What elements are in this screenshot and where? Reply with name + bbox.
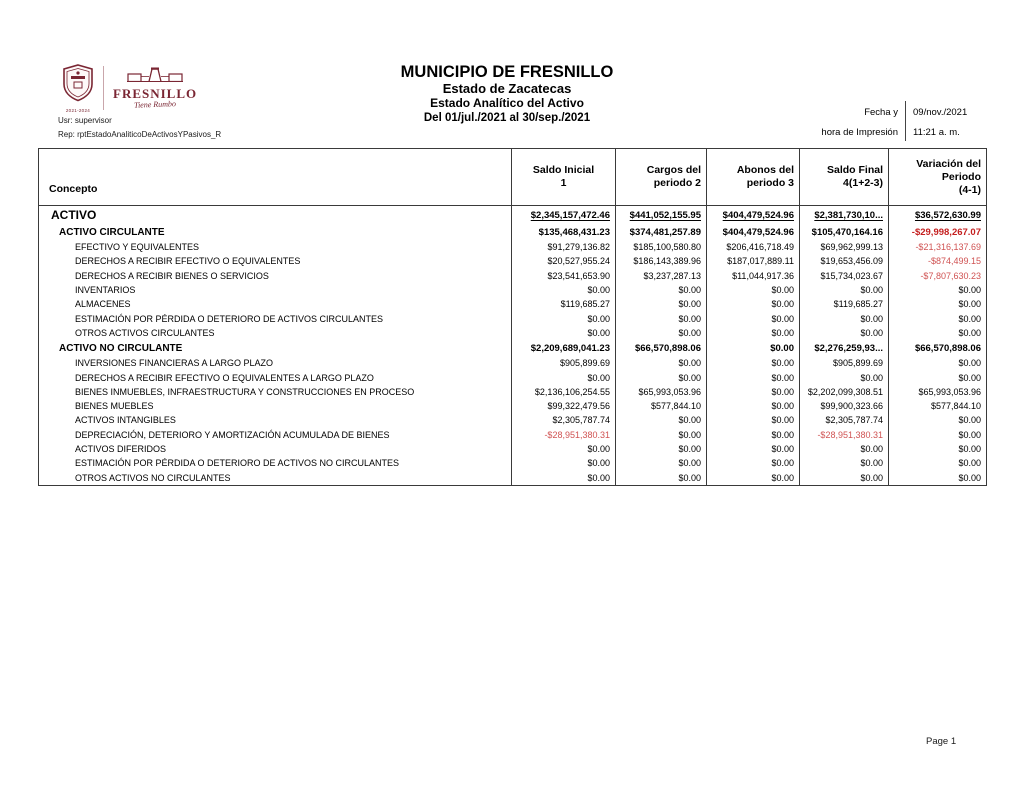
- cell-saldo-inicial: $0.00: [512, 311, 616, 325]
- table-row: [39, 470, 987, 485]
- row-label: DERECHOS A RECIBIR EFECTIVO O EQUIVALENTES A LARGO PLAZO: [75, 372, 374, 383]
- cell-cargos: $0.00: [616, 311, 707, 325]
- subtitle-state: Estado de Zacatecas: [442, 81, 572, 96]
- table-row: [39, 326, 987, 340]
- cell-saldo-inicial: $2,305,787.74: [512, 413, 616, 427]
- table-row: [39, 224, 987, 240]
- row-label: INVENTARIOS: [75, 285, 136, 296]
- cell-variacion: $0.00: [889, 356, 987, 370]
- row-label: INVERSIONES FINANCIERAS A LARGO PLAZO: [75, 358, 274, 369]
- row-label: DERECHOS A RECIBIR EFECTIVO O EQUIVALENTES: [75, 256, 301, 267]
- cell-cargos: $0.00: [616, 356, 707, 370]
- cell-saldo-inicial: $0.00: [512, 283, 616, 297]
- cell-saldo-final: $19,653,456.09: [800, 254, 889, 268]
- logo-slogan: Tiene Rumbo: [133, 99, 177, 110]
- asset-statement-table: [38, 148, 987, 486]
- cell-saldo-final: $0.00: [800, 311, 889, 325]
- table-row: [39, 297, 987, 311]
- cell-cargos: $0.00: [616, 470, 707, 485]
- print-info-divider: [905, 101, 906, 141]
- table-row: [39, 340, 987, 356]
- col-header-line: 4(1+2-3): [843, 177, 883, 189]
- row-label: ACTIVO NO CIRCULANTE: [59, 342, 183, 354]
- col-header-line: 1: [560, 177, 567, 189]
- cell-cargos: $185,100,580.80: [616, 240, 707, 254]
- col-header-saldo-final: [800, 149, 889, 206]
- col-header-saldo-inicial: [512, 149, 616, 206]
- cell-saldo-final: $99,900,323.66: [800, 399, 889, 413]
- row-label: EFECTIVO Y EQUIVALENTES: [75, 242, 200, 253]
- cell-saldo-final: $0.00: [800, 470, 889, 485]
- cell-variacion: $0.00: [889, 297, 987, 311]
- cell-abonos: $11,044,917.36: [707, 269, 800, 283]
- cell-saldo-inicial: $0.00: [512, 442, 616, 456]
- cell-saldo-final: $15,734,023.67: [800, 269, 889, 283]
- fresnillo-wordmark: [113, 67, 197, 109]
- cell-saldo-final: $2,202,099,308.51: [800, 385, 889, 399]
- cell-abonos: $0.00: [707, 356, 800, 370]
- cell-saldo-final: $0.00: [800, 283, 889, 297]
- report-meta: [58, 114, 221, 142]
- cell-abonos: $0.00: [707, 311, 800, 325]
- cell-variacion: -$29,998,267.07: [889, 224, 987, 240]
- logo-wordmark-text: FRESNILLO: [113, 86, 198, 101]
- table-row: [39, 413, 987, 427]
- cell-saldo-final: $0.00: [800, 456, 889, 470]
- logo-divider: [103, 66, 104, 110]
- report-id-label: Rep: rptEstadoAnaliticoDeActivosYPasivos_R: [58, 130, 222, 139]
- shield-logo: [62, 64, 94, 113]
- cell-abonos: $0.00: [707, 283, 800, 297]
- row-label: OTROS ACTIVOS NO CIRCULANTES: [75, 472, 231, 483]
- row-label: BIENES MUEBLES: [75, 401, 154, 412]
- cell-saldo-inicial: -$28,951,380.31: [512, 428, 616, 442]
- row-label: ACTIVOS INTANGIBLES: [75, 415, 176, 426]
- cell-variacion: $66,570,898.06: [889, 340, 987, 356]
- cell-saldo-inicial: $0.00: [512, 370, 616, 384]
- cell-saldo-inicial: $91,279,136.82: [512, 240, 616, 254]
- cell-variacion: $0.00: [889, 456, 987, 470]
- cell-cargos: $0.00: [616, 456, 707, 470]
- cell-abonos: $0.00: [707, 340, 800, 356]
- building-icon: [127, 67, 183, 86]
- row-label: ACTIVO CIRCULANTE: [59, 226, 165, 238]
- cell-saldo-final: $105,470,164.16: [800, 224, 889, 240]
- cell-variacion: $0.00: [889, 283, 987, 297]
- cell-saldo-final: -$28,951,380.31: [800, 428, 889, 442]
- cell-abonos: $0.00: [707, 413, 800, 427]
- cell-saldo-final: $2,276,259,93...: [800, 340, 889, 356]
- col-header-line: Variación del: [916, 157, 981, 170]
- cell-cargos: $441,052,155.95: [616, 206, 707, 225]
- page-title: MUNICIPIO DE FRESNILLO: [400, 63, 614, 81]
- cell-cargos: $0.00: [616, 428, 707, 442]
- table-row: [39, 385, 987, 399]
- cell-variacion: -$7,807,630.23: [889, 269, 987, 283]
- cell-variacion: $0.00: [889, 442, 987, 456]
- cell-saldo-final: $2,305,787.74: [800, 413, 889, 427]
- cell-abonos: $0.00: [707, 456, 800, 470]
- col-header-line: Periodo: [941, 170, 981, 183]
- cell-variacion: $0.00: [889, 370, 987, 384]
- cell-saldo-inicial: $99,322,479.56: [512, 399, 616, 413]
- print-info: [795, 101, 991, 141]
- row-label: ACTIVO: [51, 208, 97, 222]
- cell-saldo-final: $69,962,999.13: [800, 240, 889, 254]
- cell-cargos: $0.00: [616, 370, 707, 384]
- print-info-labels: [795, 101, 898, 141]
- cell-saldo-final: $0.00: [800, 326, 889, 340]
- cell-variacion: -$874,499.15: [889, 254, 987, 268]
- table-row: [39, 206, 987, 225]
- cell-variacion: $0.00: [889, 311, 987, 325]
- col-header-line: periodo 3: [746, 177, 794, 189]
- cell-cargos: $577,844.10: [616, 399, 707, 413]
- cell-abonos: $0.00: [707, 399, 800, 413]
- report-titles: [247, 63, 767, 126]
- cell-saldo-inicial: $0.00: [512, 470, 616, 485]
- row-label: ACTIVOS DIFERIDOS: [75, 444, 167, 454]
- cell-saldo-inicial: $135,468,431.23: [512, 224, 616, 240]
- table-body: [39, 206, 987, 486]
- cell-variacion: $0.00: [889, 413, 987, 427]
- cell-variacion: $0.00: [889, 326, 987, 340]
- cell-cargos: $0.00: [616, 442, 707, 456]
- cell-variacion: -$21,316,137.69: [889, 240, 987, 254]
- cell-abonos: $0.00: [707, 428, 800, 442]
- cell-saldo-inicial: $2,136,106,254.55: [512, 385, 616, 399]
- col-header-line: Saldo Inicial: [532, 164, 595, 176]
- table-row: [39, 356, 987, 370]
- row-label: DEPRECIACIÓN, DETERIORO Y AMORTIZACIÓN ACUMULADA DE BIENES: [75, 429, 390, 440]
- cell-variacion: $577,844.10: [889, 399, 987, 413]
- print-time-label: hora de Impresión: [821, 126, 898, 138]
- subtitle-period: Del 01/jul./2021 al 30/sep./2021: [423, 112, 591, 124]
- table-row: [39, 240, 987, 254]
- cell-saldo-inicial: $2,209,689,041.23: [512, 340, 616, 356]
- cell-saldo-final: $119,685.27: [800, 297, 889, 311]
- col-header-line: Cargos del: [646, 164, 701, 176]
- cell-variacion: $0.00: [889, 470, 987, 485]
- cell-saldo-inicial: $23,541,653.90: [512, 269, 616, 283]
- row-label: ESTIMACIÓN POR PÉRDIDA O DETERIORO DE ACTIVOS CIRCULANTES: [75, 313, 384, 324]
- cell-abonos: $187,017,889.11: [707, 254, 800, 268]
- cell-saldo-final: $0.00: [800, 442, 889, 456]
- cell-cargos: $0.00: [616, 297, 707, 311]
- table-row: [39, 269, 987, 283]
- table-row: [39, 254, 987, 268]
- col-header-abonos: [707, 149, 800, 206]
- cell-abonos: $0.00: [707, 470, 800, 485]
- col-header-concepto: Concepto: [39, 149, 512, 206]
- row-label: ESTIMACIÓN POR PÉRDIDA O DETERIORO DE ACTIVOS NO CIRCULANTES: [75, 458, 400, 469]
- cell-abonos: $206,416,718.49: [707, 240, 800, 254]
- print-date-label: Fecha y: [864, 106, 898, 118]
- cell-variacion: $36,572,630.99: [889, 206, 987, 225]
- cell-abonos: $0.00: [707, 385, 800, 399]
- row-label: BIENES INMUEBLES, INFRAESTRUCTURA Y CONSTRUCCIONES EN PROCESO: [75, 386, 415, 397]
- cell-abonos: $404,479,524.96: [707, 206, 800, 225]
- cell-saldo-inicial: $20,527,955.24: [512, 254, 616, 268]
- cell-cargos: $0.00: [616, 283, 707, 297]
- table-header: [39, 149, 987, 206]
- user-label: Usr: supervisor: [58, 116, 112, 125]
- cell-saldo-inicial: $2,345,157,472.46: [512, 206, 616, 225]
- print-info-values: [913, 101, 991, 141]
- row-label: ALMACENES: [75, 299, 131, 310]
- cell-variacion: $0.00: [889, 428, 987, 442]
- cell-saldo-final: $0.00: [800, 370, 889, 384]
- cell-saldo-inicial: $0.00: [512, 456, 616, 470]
- cell-cargos: $65,993,053.96: [616, 385, 707, 399]
- col-header-cargos: [616, 149, 707, 206]
- cell-abonos: $0.00: [707, 442, 800, 456]
- col-header-line: Abonos del: [736, 164, 794, 176]
- cell-cargos: $374,481,257.89: [616, 224, 707, 240]
- cell-abonos: $404,479,524.96: [707, 224, 800, 240]
- cell-saldo-inicial: $119,685.27: [512, 297, 616, 311]
- cell-saldo-inicial: $0.00: [512, 326, 616, 340]
- cell-cargos: $0.00: [616, 413, 707, 427]
- page-number: Page 1: [926, 736, 957, 747]
- municipality-logo: [62, 63, 197, 113]
- cell-variacion: $65,993,053.96: [889, 385, 987, 399]
- table-row: [39, 399, 987, 413]
- row-label: OTROS ACTIVOS CIRCULANTES: [75, 327, 215, 338]
- print-date-value: 09/nov./2021: [913, 106, 968, 118]
- col-header-variacion: [889, 149, 987, 206]
- table-row: [39, 456, 987, 470]
- subtitle-report-name: Estado Analítico del Activo: [430, 96, 584, 110]
- cell-cargos: $186,143,389.96: [616, 254, 707, 268]
- shield-caption: 2021-2024: [65, 107, 91, 113]
- col-header-line: periodo 2: [653, 177, 701, 189]
- cell-cargos: $66,570,898.06: [616, 340, 707, 356]
- table-row: [39, 370, 987, 384]
- cell-saldo-inicial: $905,899.69: [512, 356, 616, 370]
- table-row: [39, 311, 987, 325]
- cell-cargos: $3,237,287.13: [616, 269, 707, 283]
- cell-cargos: $0.00: [616, 326, 707, 340]
- cell-saldo-final: $2,381,730,10...: [800, 206, 889, 225]
- row-label: DERECHOS A RECIBIR BIENES O SERVICIOS: [75, 270, 269, 281]
- shield-icon: [62, 64, 94, 107]
- table-row: [39, 442, 987, 456]
- cell-abonos: $0.00: [707, 326, 800, 340]
- col-header-line: Saldo Final: [826, 164, 883, 176]
- table-row: [39, 283, 987, 297]
- cell-abonos: $0.00: [707, 297, 800, 311]
- col-header-line: (4-1): [958, 183, 981, 196]
- print-time-value: 11:21 a. m.: [913, 126, 960, 138]
- cell-saldo-final: $905,899.69: [800, 356, 889, 370]
- cell-abonos: $0.00: [707, 370, 800, 384]
- table-row: [39, 428, 987, 442]
